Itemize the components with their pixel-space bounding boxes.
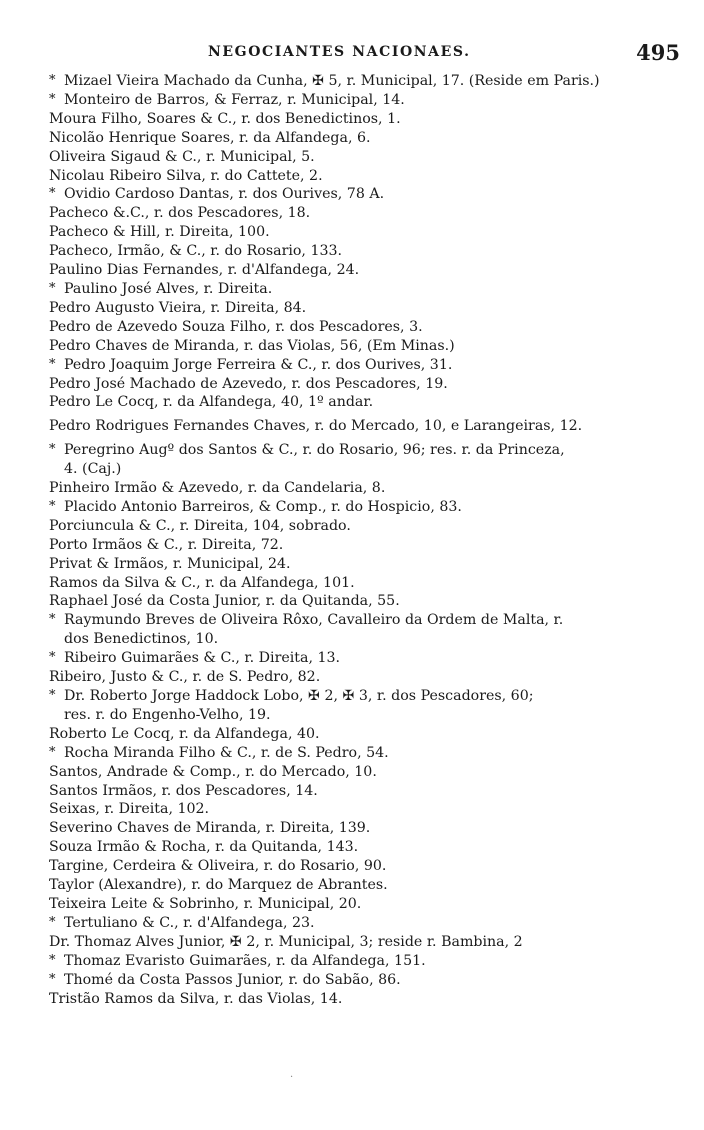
list-item — [0, 763, 704, 782]
asterisk-marker: * — [49, 952, 56, 968]
entry-continuation: 4. (Caj.) — [64, 461, 122, 478]
entry-text: Dr. Roberto Jorge Haddock Lobo, ✠ 2, ✠ 3, r. dos Pescadores, 60; — [64, 688, 534, 704]
list-item — [0, 479, 704, 498]
entry-text: Nicolau Ribeiro Silva, r. do Cattete, 2. — [49, 167, 323, 184]
list-item — [0, 299, 704, 318]
asterisk-marker: * — [49, 186, 56, 202]
entry-text: Moura Filho, Soares & C., r. dos Benedictinos, 1. — [49, 110, 401, 127]
entry-text: Paulino Dias Fernandes, r. d'Alfandega, 24. — [49, 262, 360, 279]
list-item — [0, 498, 704, 517]
entry-text: Teixeira Leite & Sobrinho, r. Municipal, 20. — [49, 895, 362, 912]
list-item — [0, 800, 704, 819]
asterisk-marker: * — [49, 612, 56, 628]
entry-text: Pacheco & Hill, r. Direita, 100. — [49, 224, 270, 241]
asterisk-marker: * — [49, 914, 56, 930]
entry-text: Rocha Miranda Filho & C., r. de S. Pedro, 54. — [64, 744, 389, 761]
asterisk-marker: * — [49, 744, 56, 760]
asterisk-marker: * — [49, 498, 56, 514]
list-item — [0, 72, 704, 91]
merchant-list — [0, 72, 704, 1008]
list-item — [0, 687, 704, 725]
entry-text: Santos Irmãos, r. dos Pescadores, 14. — [49, 782, 318, 799]
entry-text: Privat & Irmãos, r. Municipal, 24. — [49, 555, 291, 572]
entry-text: Porciuncula & C., r. Direita, 104, sobrado. — [49, 517, 351, 534]
page-title: NEGOCIANTES NACIONAES. — [208, 44, 471, 60]
asterisk-marker: * — [49, 650, 56, 666]
entry-continuation: dos Benedictinos, 10. — [64, 631, 219, 648]
entry-text: Ribeiro, Justo & C., r. de S. Pedro, 82. — [49, 669, 321, 686]
list-item — [0, 356, 704, 375]
entry-text: Tristão Ramos da Silva, r. das Violas, 14. — [49, 990, 343, 1007]
entry-text: Ramos da Silva & C., r. da Alfandega, 101. — [49, 574, 355, 591]
entry-text: Targine, Cerdeira & Oliveira, r. do Rosario, 90. — [49, 858, 387, 875]
list-item — [0, 876, 704, 895]
list-item — [0, 971, 704, 990]
list-item — [0, 110, 704, 129]
entry-text: Roberto Le Cocq, r. da Alfandega, 40. — [49, 725, 320, 742]
entry-continuation: res. r. do Engenho-Velho, 19. — [64, 706, 271, 723]
entry-text: Pedro de Azevedo Souza Filho, r. dos Pescadores, 3. — [49, 318, 423, 335]
entry-text: Placido Antonio Barreiros, & Comp., r. do Hospicio, 83. — [64, 498, 462, 515]
list-item — [0, 185, 704, 204]
list-item — [0, 611, 704, 649]
entry-text: Raphael José da Costa Junior, r. da Quitanda, 55. — [49, 593, 400, 610]
entry-text: Raymundo Breves de Oliveira Rôxo, Cavalleiro da Ordem de Malta, r. — [64, 612, 564, 629]
list-item — [0, 167, 704, 186]
asterisk-marker: * — [49, 356, 56, 372]
asterisk-marker: * — [49, 442, 56, 458]
list-item — [0, 242, 704, 261]
entry-text: Pacheco &.C., r. dos Pescadores, 18. — [49, 205, 311, 222]
entry-text: Seixas, r. Direita, 102. — [49, 801, 210, 818]
list-item — [0, 838, 704, 857]
entry-text: Nicolão Henrique Soares, r. da Alfandega, 6. — [49, 129, 371, 146]
list-item — [0, 417, 704, 436]
entry-text: Pedro Joaquim Jorge Ferreira & C., r. dos Ourives, 31. — [64, 356, 453, 373]
entry-text: Thomaz Evaristo Guimarães, r. da Alfandega, 151. — [64, 952, 426, 969]
list-item — [0, 375, 704, 394]
entry-text: Paulino José Alves, r. Direita. — [64, 280, 273, 297]
list-item — [0, 725, 704, 744]
page-header — [0, 40, 704, 68]
list-item — [0, 744, 704, 763]
list-item — [0, 649, 704, 668]
entry-text: Dr. Thomaz Alves Junior, ✠ 2, r. Municipal, 3; reside r. Bambina, 2 — [49, 933, 523, 950]
list-item — [0, 819, 704, 838]
list-item — [0, 91, 704, 110]
entry-text: Santos, Andrade & Comp., r. do Mercado, 10. — [49, 763, 377, 780]
entry-text: Severino Chaves de Miranda, r. Direita, 139. — [49, 820, 371, 837]
entry-text: Pedro Le Cocq, r. da Alfandega, 40, 1º andar. — [49, 394, 374, 411]
list-item — [0, 857, 704, 876]
list-item — [0, 223, 704, 242]
list-item — [0, 517, 704, 536]
entry-text: Mizael Vieira Machado da Cunha, ✠ 5, r. Municipal, 17. (Reside em Paris.) — [64, 73, 600, 89]
entry-text: Pedro Chaves de Miranda, r. das Violas, 56, (Em Minas.) — [49, 337, 455, 354]
list-item — [0, 668, 704, 687]
asterisk-marker: * — [49, 91, 56, 107]
entry-text: Ovidio Cardoso Dantas, r. dos Ourives, 78 A. — [64, 186, 385, 203]
list-item — [0, 441, 704, 479]
entry-text: Thomé da Costa Passos Junior, r. do Sabão, 86. — [64, 971, 401, 988]
list-item — [0, 204, 704, 223]
entry-text: Taylor (Alexandre), r. do Marquez de Abrantes. — [49, 877, 388, 894]
entry-text: Ribeiro Guimarães & C., r. Direita, 13. — [64, 650, 341, 667]
list-item — [0, 337, 704, 356]
entry-text: Oliveira Sigaud & C., r. Municipal, 5. — [49, 148, 315, 165]
list-item — [0, 895, 704, 914]
page-number: 495 — [636, 40, 680, 65]
asterisk-marker: * — [49, 971, 56, 987]
list-item — [0, 782, 704, 801]
list-item — [0, 129, 704, 148]
entry-text: Pinheiro Irmão & Azevedo, r. da Candelaria, 8. — [49, 480, 386, 497]
list-item — [0, 318, 704, 337]
entry-text: Pedro José Machado de Azevedo, r. dos Pescadores, 19. — [49, 375, 448, 392]
entry-text: Peregrino Augº dos Santos & C., r. do Rosario, 96; res. r. da Princeza, — [64, 442, 565, 459]
list-item — [0, 933, 704, 952]
list-item — [0, 555, 704, 574]
list-item — [0, 914, 704, 933]
entry-text: Pedro Rodrigues Fernandes Chaves, r. do Mercado, 10, e Larangeiras, 12. — [49, 418, 583, 435]
asterisk-marker: * — [49, 688, 56, 703]
list-item — [0, 261, 704, 280]
entry-text: Pedro Augusto Vieira, r. Direita, 84. — [49, 299, 307, 316]
list-item — [0, 148, 704, 167]
entry-text: Souza Irmão & Rocha, r. da Quitanda, 143. — [49, 839, 359, 856]
list-item — [0, 952, 704, 971]
entry-text: Pacheco, Irmão, & C., r. do Rosario, 133. — [49, 243, 343, 260]
list-item — [0, 990, 704, 1009]
list-item — [0, 280, 704, 299]
print-speck: · — [290, 1072, 294, 1083]
list-item — [0, 592, 704, 611]
asterisk-marker: * — [49, 73, 56, 88]
entry-text: Tertuliano & C., r. d'Alfandega, 23. — [64, 914, 315, 931]
list-item — [0, 574, 704, 593]
list-item — [0, 393, 704, 412]
asterisk-marker: * — [49, 280, 56, 296]
list-item — [0, 536, 704, 555]
entry-text: Monteiro de Barros, & Ferraz, r. Municipal, 14. — [64, 91, 405, 108]
entry-text: Porto Irmãos & C., r. Direita, 72. — [49, 536, 284, 553]
